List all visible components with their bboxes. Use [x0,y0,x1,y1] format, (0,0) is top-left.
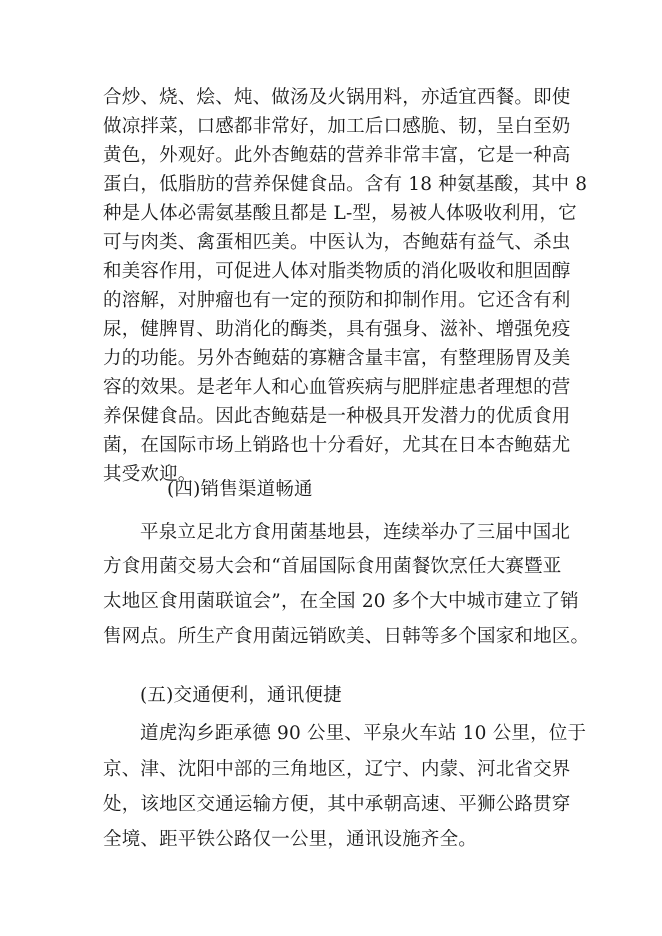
paragraph-1-line: 的溶解，对肿瘤也有一定的预防和抑制作用。它还含有利 [103,290,571,311]
paragraph-2-line: 太地区食用菌联谊会”，在全国 20 多个大中城市建立了销 [103,591,579,612]
paragraph-2-line: 售网点。所生产食用菌远销欧美、日韩等多个国家和地区。 [103,626,590,647]
paragraph-3-line: 全境、距平铁公路仅一公里，通讯设施齐全。 [103,829,478,850]
paragraph-3-line: 处，该地区交通运输方便，其中承朝高速、平狮公路贯穿 [103,794,571,815]
paragraph-1-line: 合炒、烧、烩、炖、做汤及火锅用料，亦适宜西餐。即使 [103,87,571,108]
paragraph-1-line: 菌，在国际市场上销路也十分看好，尤其在日本杏鲍菇尤 [103,435,571,456]
paragraph-1-line: 养保健食品。因此杏鲍菇是一种极具开发潜力的优质食用 [103,406,571,427]
paragraph-1-line: 做凉拌菜，口感都非常好，加工后口感脆、韧，呈白至奶 [103,116,571,137]
section-heading-transport: (五)交通便利，通讯便捷 [140,685,342,706]
paragraph-1-line: 黄色，外观好。此外杏鲍菇的营养非常丰富，它是一种高 [103,145,571,166]
paragraph-1-line: 尿，健脾胃、助消化的酶类，具有强身、滋补、增强免疫 [103,319,571,340]
paragraph-1-line: 容的效果。是老年人和心血管疾病与肥胖症患者理想的营 [103,377,571,398]
paragraph-3-line: 道虎沟乡距承德 90 公里、平泉火车站 10 公里，位于 [140,723,587,744]
section-heading-sales: (四)销售渠道畅通 [167,479,313,500]
paragraph-1-line: 蛋白，低脂肪的营养保健食品。含有 18 种氨基酸，其中 8 [103,174,588,195]
paragraph-1-line: 可与肉类、禽蛋相匹美。中医认为，杏鲍菇有益气、杀虫 [103,232,571,253]
paragraph-2-line: 平泉立足北方食用菌基地县，连续举办了三届中国北 [140,522,571,543]
paragraph-1-line: 种是人体必需氨基酸且都是 L-型，易被人体吸收利用，它 [103,203,577,224]
paragraph-1-line: 其受欢迎。 [103,464,197,485]
paragraph-2-line: 方食用菌交易大会和“首届国际食用菌餐饮烹任大赛暨亚 [103,556,562,577]
paragraph-1-line: 和美容作用，可促进人体对脂类物质的消化吸收和胆固醇 [103,261,571,282]
paragraph-1-line: 力的功能。另外杏鲍菇的寡糖含量丰富，有整理肠胃及美 [103,348,571,369]
paragraph-3-line: 京、津、沈阳中部的三角地区，辽宁、内蒙、河北省交界 [103,759,571,780]
